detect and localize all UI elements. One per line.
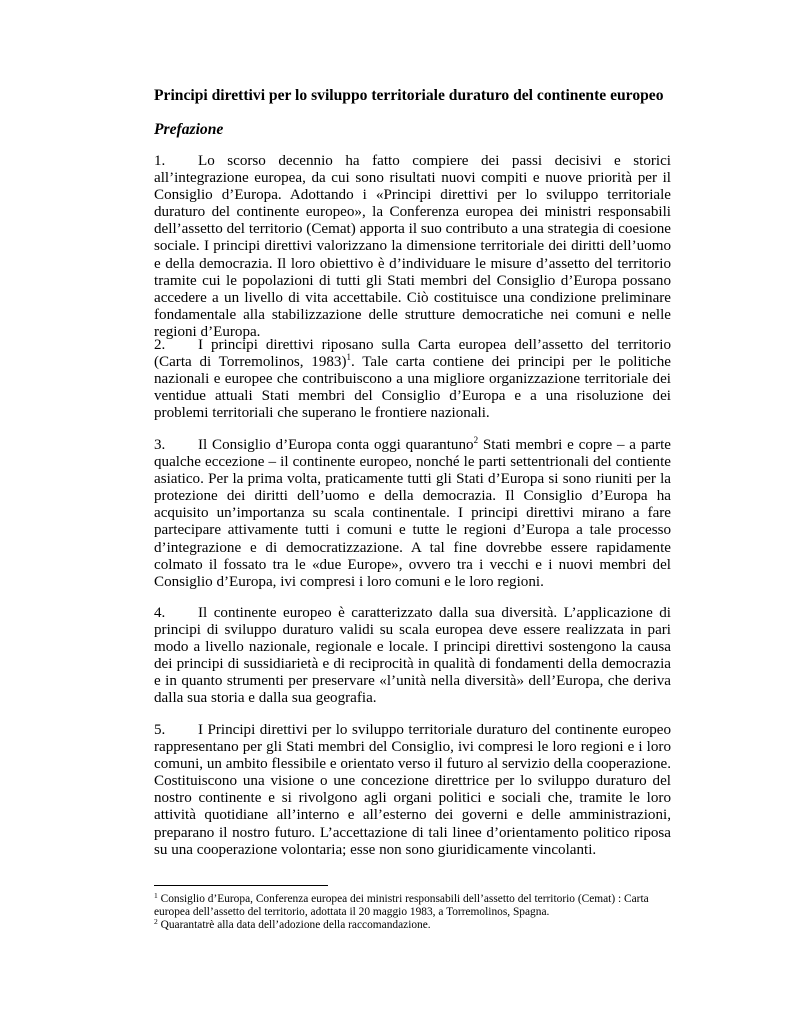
document-title: Principi direttivi per lo sviluppo territoriale duraturo del continente europeo [154,87,664,104]
footnote-1 [154,893,674,919]
paragraph-number: 1. [154,153,166,169]
footnote-2 [154,919,674,932]
paragraph-1 [154,153,671,341]
paragraph-4 [154,605,671,708]
paragraph-text-continued: Stati membri e copre – a parte qualche eccezione – il continente europeo, nonché le parti settentrionali del contiente asiatico. Per la prima volta, praticamente tutti gli Stati d’Europa si sono riuniti per la protezione dei diritti dell’uomo e della democrazia. Il Consiglio d’Europa ha acquisito un’importanza su scala continentale. I principi direttivi mirano a fare partecipare attivamente tutti i comuni e tutte le regioni d’Europa a tale processo d’integrazione e di democratizzazione. A tal fine dovrebbe essere rapidamente colmato il fossato tra le «due Europe», ovvero tra i vecchi e i nuovi membri del Consiglio d’Europa, ivi compresi i loro comuni e le loro regioni. [154,437,671,590]
footnote-text: Quarantatrè alla data dell’adozione della raccomandazione. [157,919,431,931]
paragraph-3 [154,437,671,591]
footnote-text: Consiglio d’Europa, Conferenza europea dei ministri responsabili dell’assetto del territorio (Cemat) : Carta europea dell’assetto del territorio, adottata il 20 maggio 1983, a Torremolinos, Spagna. [154,893,649,918]
paragraph-text: I Principi direttivi per lo sviluppo territoriale duraturo del continente europeo rappresentano per gli Stati membri del Consiglio, ivi compresi le loro regioni e i loro comuni, un ambito flessibile e orientato verso il futuro al servizio della cooperazione. Costituiscono una visione o une concezione direttrice per lo sviluppo duraturo del nostro continente e si rivolgono agli organi politici e sociali che, tramite le loro attività quotidiane all’interno e all’esterno dei governi e delle amministrazioni, preparano il nostro futuro. L’accettazione di tali linee d’orientamento politico riposa su una cooperazione volontaria; esse non sono giuridicamente vincolanti. [154,722,671,858]
footnote-marker: 1 [154,891,158,900]
paragraph-text-continued: . Tale carta contiene dei principi per le politiche nazionali e europee che contribuiscono a una migliore organizzazione territoriale dei ventidue attuali Stati membri del Consiglio d’Europa e a una risoluzione dei problemi territoriali che superano le frontiere nazionali. [154,354,671,422]
footnote-separator [154,885,328,886]
paragraph-number: 2. [154,337,166,353]
footnote-reference-1[interactable]: 1 [346,352,351,363]
paragraph-number: 4. [154,605,166,621]
footnote-reference-2[interactable]: 2 [473,435,479,445]
paragraph-2 [154,337,671,422]
paragraph-5 [154,722,671,859]
paragraph-number: 5. [154,722,166,738]
section-heading: Prefazione [154,121,224,138]
paragraph-text: Il Consiglio d’Europa conta oggi quarantuno [198,437,474,453]
paragraph-text: Lo scorso decennio ha fatto compiere dei passi decisivi e storici all’integrazione europea, da cui sono risultati nuovi compiti e nuove priorità per il Consiglio d’Europa. Adottando i «Principi direttivi per lo sviluppo territoriale duraturo del continente europeo», la Conferenza europea dei ministri responsabili dell’assetto del territorio (Cemat) apporta il suo contributo a una strategia di coesione sociale. I principi direttivi valorizzano la dimensione territoriale dei diritti dell’uomo e della democrazia. Il loro obiettivo è d’individuare le misure d’assetto del territorio tramite cui le popolazioni di tutti gli Stati membri del Consiglio d’Europa possano accedere a un livello di vita accettabile. Ciò costituisce una condizione preliminare fondamentale alla stabilizzazione delle strutture democratiche nei comuni e nelle regioni d’Europa. [154,153,671,340]
paragraph-number: 3. [154,437,166,453]
paragraph-text: I principi direttivi riposano sulla Carta europea dell’assetto del territorio (Carta di Torremolinos, 1983) [154,337,671,371]
footnote-marker: 2 [154,917,158,926]
paragraph-text: Il continente europeo è caratterizzato dalla sua diversità. L’applicazione di principi di sviluppo duraturo validi su scala europea deve essere realizzata in pari modo a livello nazionale, regionale e locale. I principi direttivi sostengono la causa dei principi di sussidiarietà e di reciprocità in qualità di fondamenti della democrazia e in quanto strumenti per preservare «l’unità nella diversità» dell’Europa, che deriva dalla sua storia e dalla sua geografia. [154,605,671,707]
